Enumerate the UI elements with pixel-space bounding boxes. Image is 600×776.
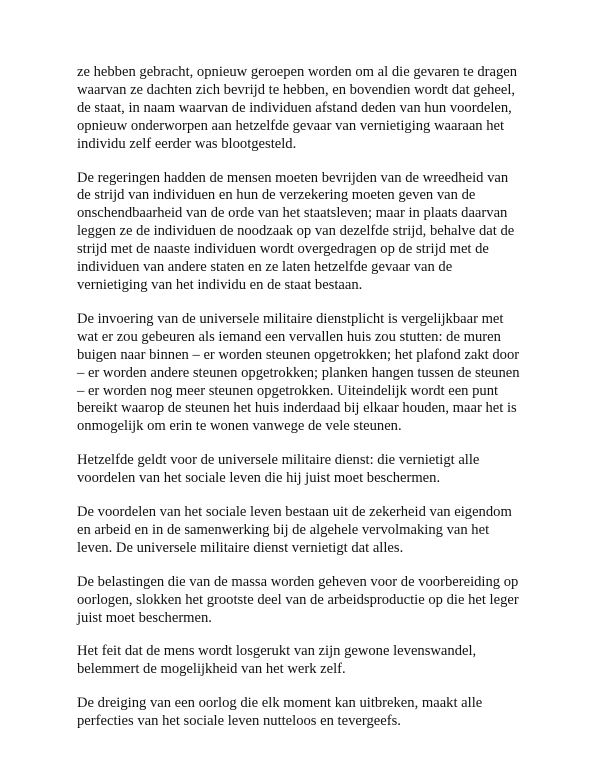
paragraph-7: Het feit dat de mens wordt losgerukt van zijn gewone levenswandel, belemmert de mogelijkheid van het werk zelf. [77, 643, 477, 678]
paragraph-4: Hetzelfde geldt voor de universele militaire dienst: die vernietigt alle voordelen van het sociale leven die hij juist moet beschermen. [77, 452, 480, 487]
paragraph-2: De regeringen hadden de mensen moeten bevrijden van de wreedheid van de strijd van individuen en hun de verzekering moeten geven van de onschendbaarheid van de orde van het staatsleven; maar in plaats daarvan leggen ze de individuen de noodzaak op van dezelfde strijd, behalve dat de strijd met de naaste individuen wordt overgedragen op de strijd met de individuen van andere staten en ze laten hetzelfde gevaar van de vernietiging van het individu en de staat bestaan. [77, 169, 515, 293]
paragraph-6: De belastingen die van de massa worden geheven voor de voorbereiding op oorlogen, slokken het grootste deel van de arbeidsproductie op die het leger juist moet beschermen. [77, 573, 519, 626]
paragraph-1: ze hebben gebracht, opnieuw geroepen worden om al die gevaren te dragen waarvan ze dachten zich bevrijd te hebben, en bovendien wordt dat geheel, de staat, in naam waarvan de individuen afstand deden van hun voordelen, opnieuw onderworpen aan hetzelfde gevaar van vernietiging waaraan het individu zelf eerder was blootgesteld. [77, 64, 518, 152]
document-page [77, 64, 533, 747]
paragraph-8: De dreiging van een oorlog die elk moment kan uitbreken, maakt alle perfecties van het sociale leven nutteloos en tevergeefs. [77, 695, 483, 730]
paragraph-3: De invoering van de universele militaire dienstplicht is vergelijkbaar met wat er zou gebeuren als iemand een vervallen huis zou stutten: de muren buigen naar binnen – er worden steunen opgetrokken; het plafond zakt door – er worden andere steunen opgetrokken; planken hangen tussen de steunen – er worden nog meer steunen opgetrokken. Uiteindelijk wordt een punt bereikt waarop de steunen het huis inderdaad bij elkaar houden, maar het is onmogelijk om erin te wonen vanwege de vele steunen. [77, 310, 520, 435]
paragraph-5: De voordelen van het sociale leven bestaan uit de zekerheid van eigendom en arbeid en in de samenwerking bij de algehele vervolmaking van het leven. De universele militaire dienst vernietigt dat alles. [77, 504, 512, 556]
